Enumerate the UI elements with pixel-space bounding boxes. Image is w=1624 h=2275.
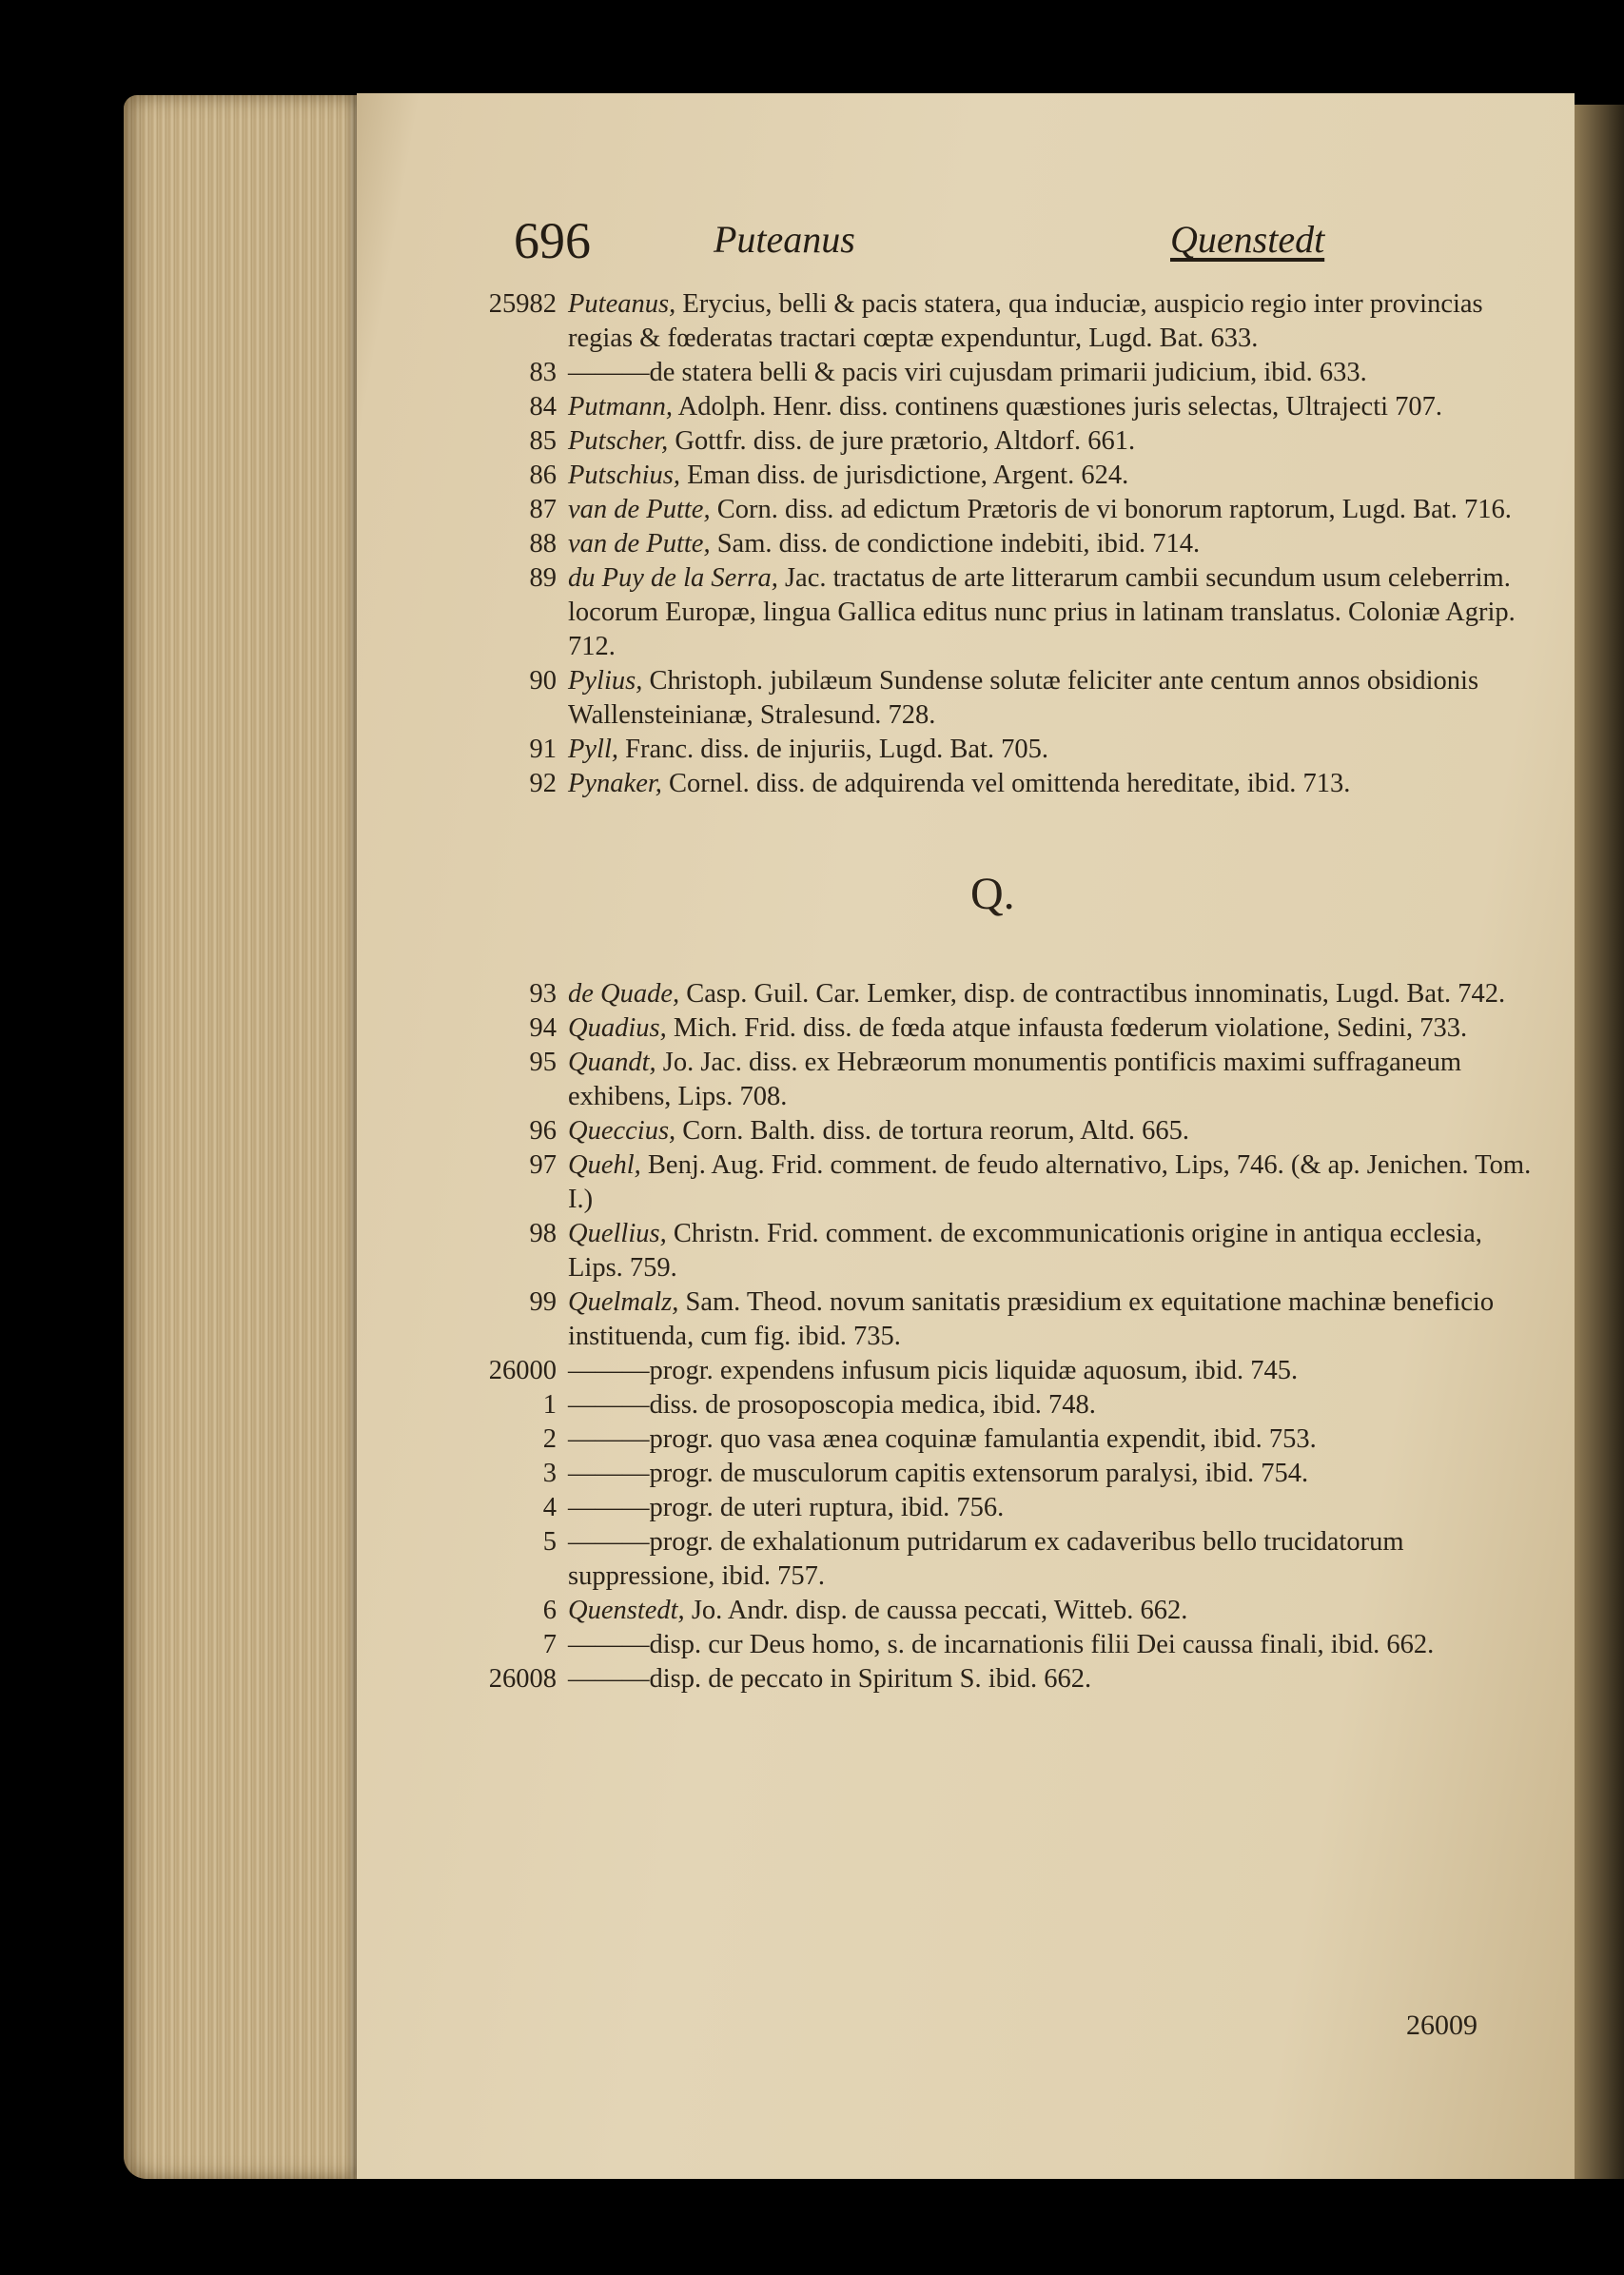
catalogue-entry (466, 356, 1532, 390)
author-name: Quehl, (568, 1150, 641, 1180)
entry-body (568, 977, 1532, 1011)
entry-body (568, 767, 1532, 801)
entry-body (568, 561, 1532, 664)
catalogue-entry (466, 493, 1532, 527)
catchword: 26009 (1406, 2010, 1477, 2041)
entry-body (568, 493, 1532, 527)
entry-number: 26008 (488, 1664, 557, 1694)
author-name: van de Putte, (568, 529, 711, 559)
catalogue-entry (466, 733, 1532, 767)
entry-body (568, 527, 1532, 561)
author-name: Pyll, (568, 735, 619, 764)
catalogue-entry (466, 1217, 1532, 1285)
entry-number: 5 (542, 1527, 557, 1557)
entry-number: 92 (529, 769, 557, 798)
entry-number: 89 (529, 563, 557, 593)
author-name: Quellius, (568, 1219, 667, 1248)
catalogue-entry (466, 1011, 1532, 1046)
author-name: de Quade, (568, 979, 680, 1009)
entry-number: 94 (529, 1013, 557, 1043)
entry-number: 95 (529, 1048, 557, 1077)
entry-number: 88 (529, 529, 557, 559)
entry-text: ———diss. de prosoposcopia medica, ibid. 748. (568, 1390, 1096, 1420)
entry-text: Casp. Guil. Car. Lemker, disp. de contractibus innominatis, Lugd. Bat. 742. (686, 979, 1506, 1009)
author-name: du Puy de la Serra, (568, 563, 778, 593)
entry-text: ———disp. de peccato in Spiritum S. ibid. 662. (568, 1664, 1092, 1694)
entry-body (568, 1628, 1532, 1662)
entry-number: 83 (529, 358, 557, 387)
catalogue-entry (466, 1628, 1532, 1662)
entry-text: Franc. diss. de injuriis, Lugd. Bat. 705. (625, 735, 1049, 764)
entry-text: Gottfr. diss. de jure prætorio, Altdorf. 661. (675, 426, 1136, 456)
entry-number: 97 (529, 1150, 557, 1180)
author-name: Quelmalz, (568, 1287, 679, 1317)
entry-number: 85 (529, 426, 557, 456)
entry-text: ———progr. de exhalationum putridarum ex cadaveribus bello trucidatorum suppressione, ibid. 757. (568, 1527, 1404, 1591)
author-name: Puteanus, (568, 289, 676, 319)
catalogue-entry (466, 977, 1532, 1011)
entry-number: 2 (542, 1424, 557, 1454)
catalogue-entry (466, 1662, 1532, 1696)
catalogue-entry (466, 1114, 1532, 1148)
entry-text: ———progr. de musculorum capitis extensorum paralysi, ibid. 754. (568, 1459, 1309, 1488)
catalogue-entry (466, 1525, 1532, 1594)
entry-text: Sam. Theod. novum sanitatis præsidium ex equitatione machinæ beneficio instituenda, cum fig. ibid. 735. (568, 1287, 1495, 1351)
entry-body (568, 1388, 1532, 1422)
catalogue-text (466, 287, 1532, 1696)
entry-body (568, 356, 1532, 390)
entry-number: 25982 (488, 289, 557, 319)
entry-body (568, 1594, 1532, 1628)
facing-page-shadow (1575, 105, 1624, 2179)
entry-body (568, 1525, 1532, 1594)
entries-q (466, 977, 1532, 1696)
author-name: Pynaker, (568, 769, 662, 798)
entry-text: Corn. diss. ad edictum Prætoris de vi bonorum raptorum, Lugd. Bat. 716. (716, 495, 1512, 524)
catalogue-entry (466, 1491, 1532, 1525)
entry-text: ———progr. quo vasa ænea coquinæ famulantia expendit, ibid. 753. (568, 1424, 1317, 1454)
catalogue-entry (466, 287, 1532, 356)
entry-number: 96 (529, 1116, 557, 1146)
catalogue-entry (466, 561, 1532, 664)
catalogue-entry (466, 424, 1532, 459)
entry-number: 4 (542, 1493, 557, 1522)
author-name: Putmann, (568, 392, 674, 422)
catalogue-entry (466, 767, 1532, 801)
entry-body (568, 459, 1532, 493)
catalogue-entry (466, 664, 1532, 733)
entry-text: ———de statera belli & pacis viri cujusdam primarii judicium, ibid. 633. (568, 358, 1367, 387)
entry-body (568, 1011, 1532, 1046)
catalogue-entry (466, 459, 1532, 493)
author-name: Putscher, (568, 426, 669, 456)
author-name: Pylius, (568, 666, 643, 696)
entry-text: Jac. tractatus de arte litterarum cambii secundum usum celeberrim. locorum Europæ, lingua Gallica editus nunc prius in latinam translatus. Coloniæ Agrip. 712. (568, 563, 1516, 661)
entry-text: Mich. Frid. diss. de fœda atque infausta fœderum violatione, Sedini, 733. (673, 1013, 1468, 1043)
entry-number: 98 (529, 1219, 557, 1248)
entry-body (568, 1285, 1532, 1354)
entry-text: Eman diss. de jurisdictione, Argent. 624. (687, 461, 1129, 490)
entry-body (568, 1662, 1532, 1696)
running-head-right: Quenstedt (1170, 218, 1325, 261)
catalogue-entry (466, 1594, 1532, 1628)
section-letter: Q. (970, 869, 1015, 919)
catalogue-entry (466, 1457, 1532, 1491)
entry-number: 86 (529, 461, 557, 490)
catalogue-entry (466, 1046, 1532, 1114)
entry-number: 91 (529, 735, 557, 764)
entries-p (466, 287, 1532, 801)
catalogue-entry (466, 1354, 1532, 1388)
entry-text: Corn. Balth. diss. de tortura reorum, Altd. 665. (682, 1116, 1190, 1146)
entry-number: 3 (542, 1459, 557, 1488)
author-name: van de Putte, (568, 495, 711, 524)
entry-number: 6 (542, 1596, 557, 1625)
entry-number: 87 (529, 495, 557, 524)
entry-text: Cornel. diss. de adquirenda vel omittenda hereditate, ibid. 713. (669, 769, 1351, 798)
entry-number: 93 (529, 979, 557, 1009)
entry-text: Sam. diss. de condictione indebiti, ibid. 714. (716, 529, 1201, 559)
entry-text: Erycius, belli & pacis statera, qua induciæ, auspicio regio inter provincias regias & fœderatas tractari cœptæ expenduntur, Lugd. Bat. 633. (568, 289, 1483, 353)
entry-text: Adolph. Henr. diss. continens quæstiones juris selectas, Ultrajecti 707. (677, 392, 1443, 422)
catalogue-entry (466, 1148, 1532, 1217)
entry-number: 7 (542, 1630, 557, 1659)
entry-text: Christn. Frid. comment. de excommunicationis origine in antiqua ecclesia, Lips. 759. (568, 1219, 1482, 1283)
catalogue-entry (466, 1388, 1532, 1422)
book-page-edges (124, 95, 371, 2179)
entry-body (568, 1114, 1532, 1148)
author-name: Putschius, (568, 461, 680, 490)
section-break (466, 801, 1532, 977)
entry-text: Benj. Aug. Frid. comment. de feudo alternativo, Lips, 746. (& ap. Jenichen. Tom. I.) (568, 1150, 1532, 1214)
catalogue-entry (466, 1422, 1532, 1457)
entry-text: Jo. Andr. disp. de caussa peccati, Witteb. 662. (691, 1596, 1188, 1625)
running-head-left: Puteanus (714, 218, 855, 261)
page-header (514, 211, 1541, 278)
entry-number: 90 (529, 666, 557, 696)
entry-body (568, 424, 1532, 459)
entry-body (568, 1148, 1532, 1217)
entry-number: 1 (542, 1390, 557, 1420)
entry-body (568, 1354, 1532, 1388)
entry-text: ———progr. expendens infusum picis liquidæ aquosum, ibid. 745. (568, 1356, 1299, 1385)
page-number: 696 (514, 212, 591, 269)
entry-body (568, 390, 1532, 424)
entry-text: Christoph. jubilæum Sundense solutæ feliciter ante centum annos obsidionis Wallensteinianæ, Stralesund. 728. (568, 666, 1479, 730)
entry-text: ———progr. de uteri ruptura, ibid. 756. (568, 1493, 1005, 1522)
author-name: Quandt, (568, 1048, 656, 1077)
entry-body (568, 664, 1532, 733)
entry-number: 84 (529, 392, 557, 422)
catalogue-entry (466, 1285, 1532, 1354)
entry-body (568, 1046, 1532, 1114)
entry-body (568, 1217, 1532, 1285)
entry-body (568, 1457, 1532, 1491)
catalogue-entry (466, 527, 1532, 561)
catalogue-entry (466, 390, 1532, 424)
entry-body (568, 733, 1532, 767)
entry-number: 26000 (488, 1356, 557, 1385)
entry-number: 99 (529, 1287, 557, 1317)
author-name: Quadius, (568, 1013, 667, 1043)
entry-body (568, 1422, 1532, 1457)
author-name: Quenstedt, (568, 1596, 685, 1625)
entry-body (568, 287, 1532, 356)
entry-text: Jo. Jac. diss. ex Hebræorum monumentis pontificis maximi suffraganeum exhibens, Lips. 708. (568, 1048, 1462, 1111)
entry-text: ———disp. cur Deus homo, s. de incarnationis filii Dei caussa finali, ibid. 662. (568, 1630, 1435, 1659)
entry-body (568, 1491, 1532, 1525)
author-name: Queccius, (568, 1116, 676, 1146)
